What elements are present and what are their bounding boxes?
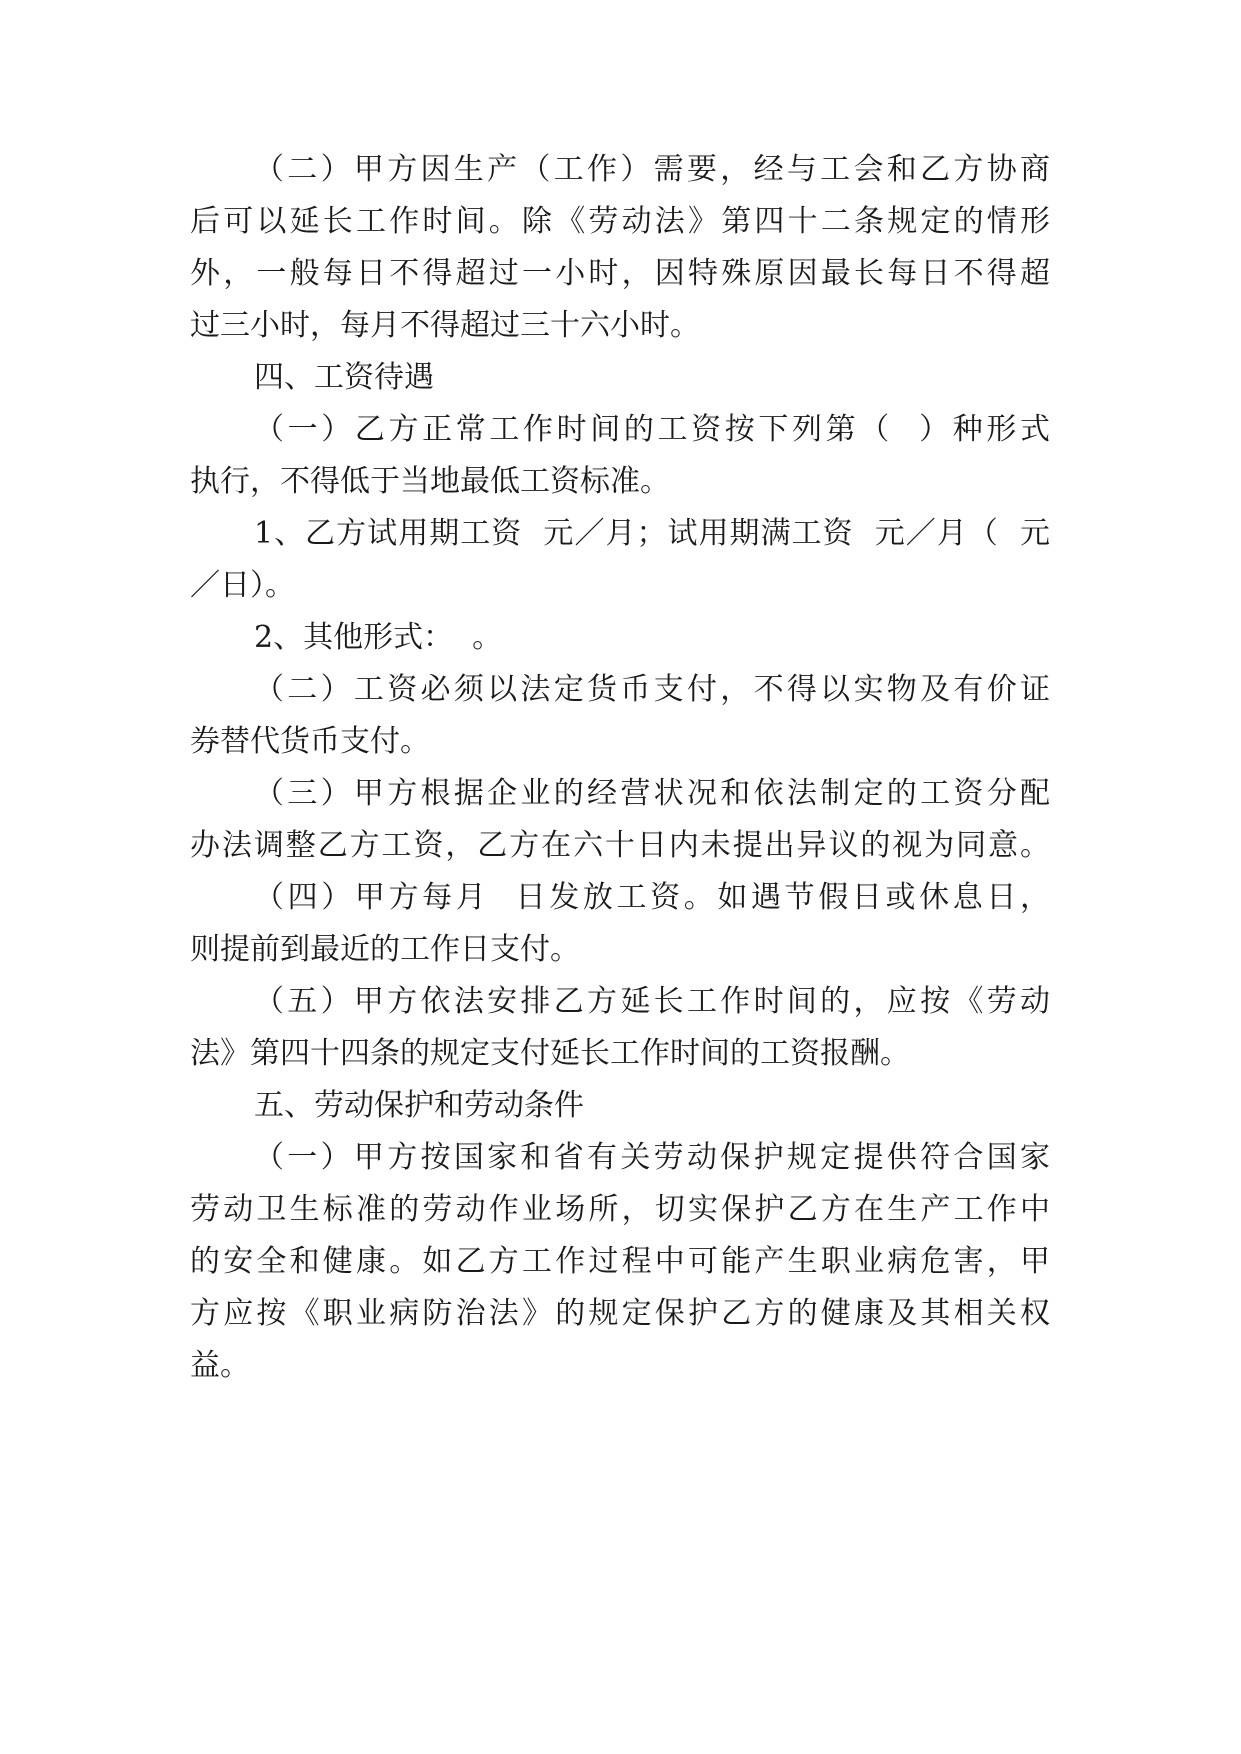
text-line: （三）甲方根据企业的经营状况和依法制定的工资分配: [254, 776, 1050, 811]
document-page: [190, 0, 1050, 1754]
text-line: 执行，不得低于当地最低工资标准。: [190, 464, 670, 499]
text-line: （一）甲方按国家和省有关劳动保护规定提供符合国家: [254, 1140, 1050, 1175]
text-line: 益。: [190, 1348, 250, 1383]
text-line: 2、其他形式： 。: [254, 620, 503, 655]
text-line: （五）甲方依法安排乙方延长工作时间的，应按《劳动: [254, 984, 1050, 1019]
text-line: 则提前到最近的工作日支付。: [190, 932, 580, 967]
text-line: （二）工资必须以法定货币支付，不得以实物及有价证: [254, 672, 1050, 707]
text-line: （四）甲方每月 日发放工资。如遇节假日或休息日，: [254, 880, 1050, 915]
text-line: 方应按《职业病防治法》的规定保护乙方的健康及其相关权: [190, 1296, 1050, 1331]
section-heading: 五、劳动保护和劳动条件: [254, 1088, 584, 1123]
text-line: 办法调整乙方工资，乙方在六十日内未提出异议的视为同意。: [190, 828, 1050, 863]
text-line: 法》第四十四条的规定支付延长工作时间的工资报酬。: [190, 1036, 910, 1071]
text-line: ／日）。: [190, 568, 295, 603]
text-line: （二）甲方因生产（工作）需要，经与工会和乙方协商: [254, 152, 1050, 187]
text-line: 1、乙方试用期工资 元／月；试用期满工资 元／月（ 元: [254, 516, 1050, 551]
text-line: 过三小时，每月不得超过三十六小时。: [190, 308, 700, 343]
text-line: 的安全和健康。如乙方工作过程中可能产生职业病危害，甲: [190, 1244, 1050, 1279]
text-line: 外，一般每日不得超过一小时，因特殊原因最长每日不得超: [190, 256, 1050, 291]
section-heading: 四、工资待遇: [254, 360, 434, 395]
text-line: 劳动卫生标准的劳动作业场所，切实保护乙方在生产工作中: [190, 1192, 1050, 1227]
text-line: 券替代货币支付。: [190, 724, 430, 759]
text-line: 后可以延长工作时间。除《劳动法》第四十二条规定的情形: [190, 204, 1050, 239]
text-line: （一）乙方正常工作时间的工资按下列第（ ）种形式: [254, 412, 1050, 447]
